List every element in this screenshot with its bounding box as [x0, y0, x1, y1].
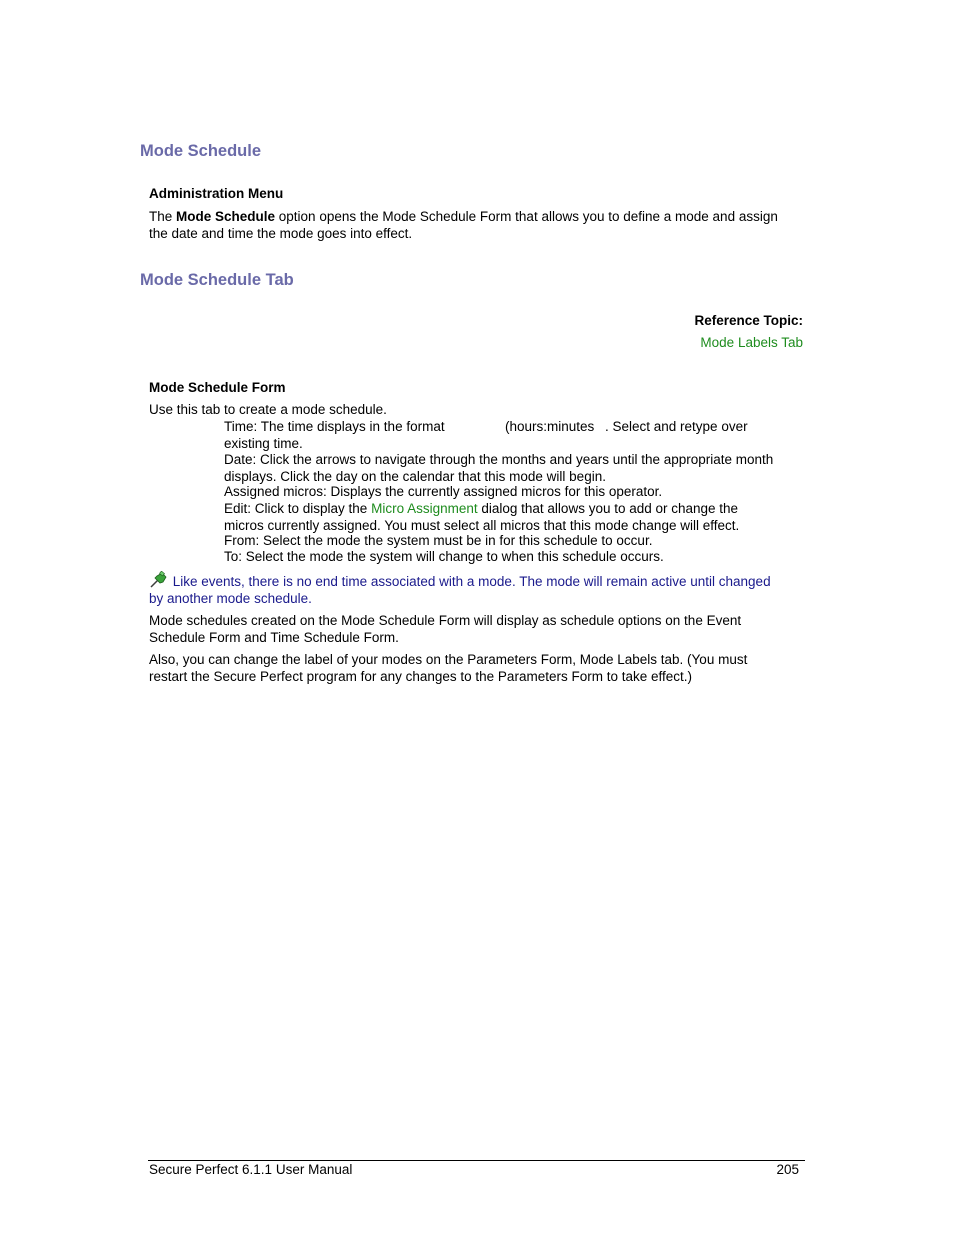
- section-title-mode-schedule: Mode Schedule: [140, 142, 262, 160]
- micro-assignment-link[interactable]: Micro Assignment: [371, 501, 478, 516]
- subheading-mode-schedule-form: Mode Schedule Form: [149, 380, 286, 395]
- from-description: From: Select the mode the system must be in for this schedule to occur.: [224, 533, 653, 548]
- footer-page-number: 205: [776, 1162, 799, 1177]
- footer-divider: [148, 1160, 805, 1161]
- subheading-administration-menu: Administration Menu: [149, 186, 284, 201]
- reference-link-mode-labels-tab[interactable]: Mode Labels Tab: [700, 335, 803, 350]
- time-format-note: (hours:minutes: [505, 419, 595, 434]
- to-description: To: Select the mode the system will change to when this schedule occurs.: [224, 549, 664, 564]
- edit-description: Edit: Click to display the Micro Assignment dialog that allows you to add or change the micros currently assigned. You must select all micros that this mode change will effect.: [224, 501, 740, 533]
- time-description-cont: existing time.: [224, 436, 303, 451]
- paragraph-mode-schedules: Mode schedules created on the Mode Schedule Form will display as schedule options on the Event Schedule Form and Time Schedule Form.: [149, 613, 742, 645]
- intro-paragraph: The Mode Schedule option opens the Mode Schedule Form that allows you to define a mode and assign the date and time the mode goes into effect.: [149, 209, 778, 241]
- reference-topic-label: Reference Topic:: [694, 313, 803, 328]
- assigned-micros-description: Assigned micros: Displays the currently assigned micros for this operator.: [224, 484, 663, 499]
- date-description: Date: Click the arrows to navigate through the months and years until the appropriate month displays. Click the day on the calendar that this mode will begin.: [224, 452, 774, 484]
- section-title-mode-schedule-tab: Mode Schedule Tab: [140, 271, 294, 289]
- time-description: Time: The time displays in the format: [224, 419, 445, 434]
- footer-manual-title: Secure Perfect 6.1.1 User Manual: [149, 1162, 353, 1177]
- form-lead-text: Use this tab to create a mode schedule.: [149, 402, 387, 417]
- pushpin-note-icon: [149, 571, 169, 589]
- time-retype-note: . Select and retype over: [605, 419, 748, 434]
- note-block: Like events, there is no end time associated with a mode. The mode will remain active until changed by another mode schedule.: [149, 571, 771, 607]
- paragraph-mode-labels: Also, you can change the label of your modes on the Parameters Form, Mode Labels tab. (You must restart the Secure Perfect program for any changes to the Parameters Form to take effect.): [149, 652, 748, 684]
